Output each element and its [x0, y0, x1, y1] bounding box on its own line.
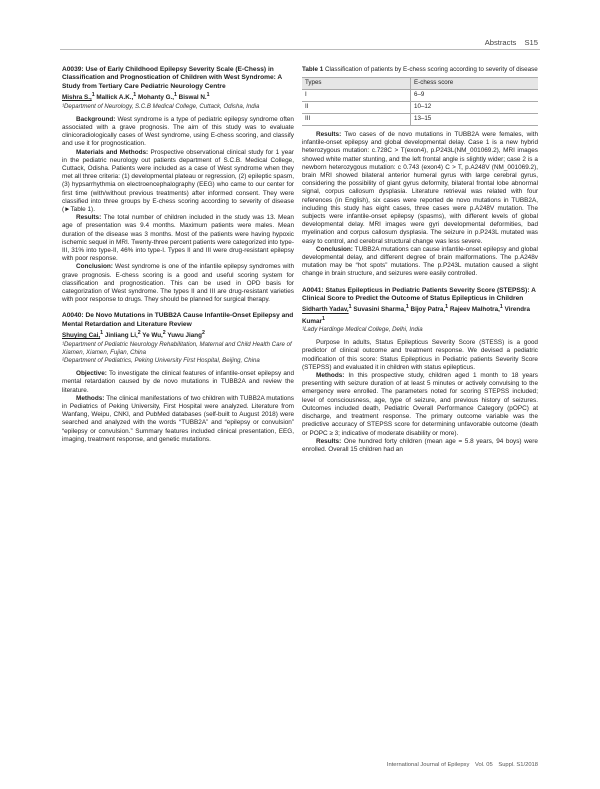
author-sup: 1 [100, 330, 104, 337]
abstract-a0039-title: A0039: Use of Early Childhood Epilepsy Severity Scale (E-Chess) in Classification and Prognostication of Children with West Syndrome: A Study from Tertiary Care Pediatric Neurology Centre [62, 66, 282, 90]
author-sup: 1 [321, 315, 325, 322]
running-header [485, 38, 538, 47]
section-label: Background: [76, 115, 116, 123]
abstract-a0041-authors [302, 303, 538, 326]
footer-journal: International Journal of Epilepsy [386, 762, 470, 768]
left-column [62, 66, 294, 444]
section-text: West syndrome is a type of pediatric epilepsy syndrome often associated with a grave prognosis. The aim of this study was to evaluate clinicoradiologically cases of West syndrome, using E-chess scoring, and classify and use it for prognostication. [62, 115, 294, 148]
author-sup: 1 [206, 92, 210, 99]
running-footer [383, 762, 538, 768]
a0039-methods [62, 149, 294, 215]
table-header-cell: E-chess score [411, 78, 538, 90]
a0040-results [302, 131, 538, 246]
table-caption [302, 66, 538, 74]
abstract-a0039-affiliation: ¹Department of Neurology, S.C.B Medical College, Cuttack, Odisha, India [62, 102, 260, 110]
table-caption-text: Classification of patients by E-chess scoring according to severity of disease [324, 66, 538, 73]
table-caption-label: Table 1 [302, 66, 324, 73]
author-sup: 2 [162, 330, 166, 337]
footer-supplement: Suppl. S1/2018 [498, 762, 538, 768]
author-name: Virendra Kumar [302, 306, 530, 325]
author-sup: 1 [91, 92, 95, 99]
section-label: Conclusion: [316, 245, 353, 253]
a0041-purpose: Purpose In adults, Status Epilepticus Severity Score (STESS) is a good predictor of clinical outcome and treatment response. We devised a pediatric modification of this score: Status Epilepticus in Pediatric patients Severity Score (STEPSS) and evaluated it in children with status epilepticus. [302, 339, 538, 371]
header-section: Abstracts [484, 38, 517, 47]
section-label: Results: [316, 437, 342, 445]
classification-table [302, 77, 538, 126]
author-sup: 1 [405, 304, 409, 311]
table-header-row [302, 78, 538, 90]
author-name: Jinliang Li, [104, 332, 138, 340]
section-text: In this prospective study, children aged 1 month to 18 years presenting with seizure duration of at least 5 minutes or actively convulsing to the emergency were enrolled. The parameters noted for scoring STEPSS included; level of consciousness, age, type of seizure, and previous history of seizures. Outcomes included death, Pediatric Overall Performance Category (pOPC) at discharge, and treatment response. The primary outcome variable was the predictive accuracy of STEPSS score for determining unfavorable outcome (death or POPC ≥ 3; indicative of moderate disability or more). [302, 372, 538, 437]
author-sup: 2 [137, 330, 141, 337]
section-text: To investigate the clinical features of infantile-onset epilepsy and mental retardation caused by de novo mutations in TUBB2A and review the literature. [62, 370, 294, 394]
section-label: Methods: [316, 372, 345, 380]
author-name: Mallick A.K., [96, 94, 134, 102]
abstract-a0040-affiliation-2: ²Department of Pediatrics, Peking University First Hospital, Beijing, China [62, 356, 260, 364]
table-cell: 13–15 [411, 114, 538, 126]
author-name: Rajeev Malhotra, [449, 306, 500, 314]
footer-volume: Vol. 05 [474, 762, 493, 768]
table-row [302, 102, 538, 114]
table-cell: III [302, 114, 411, 126]
author-name: Suvasini Sharma, [353, 306, 406, 314]
a0040-objective [62, 370, 294, 395]
section-text: The total number of children included in the study was 13. Mean age of presentation was 9.4 months. Maximum patients were males. Mean duration of the disease was 3 months. Most of the patients were having hypoxic ischemic sequel in MRI. Twenty-three percent patients were categorized into type-III, 31% into type-II, 46% into type-I. Types II and III were drug-resistant epilepsy with poor response. [62, 214, 294, 263]
header-page-number: S15 [524, 38, 538, 47]
table-row [302, 90, 538, 102]
author-name: Ye Wu, [142, 332, 163, 340]
abstract-a0040-title: A0040: De Novo Mutations in TUBB2A Cause Infantile-Onset Epilepsy and Mental Retardation and Literature Review [62, 312, 294, 328]
table-cell: I [302, 90, 411, 102]
section-text: Two cases of de novo mutations in TUBB2A were females, with infantile-onset epilepsy and global developmental delay. Case 1 is a new hybrid heterozygous mutation: c.728C > T(exon4), p.P243L(NM_001069.2), MRI images showed white matter stunting, and the left frontal angle is slightly wider; case 2 is a newborn heterozygous mutation: c 0.743 (exon4) C > T, p.A248V (NM_001069.2), brain MRI showed bilateral anterior humeral gyrus with large cerebral gyrus, considering the possibility of giant gyrus deformity, bilateral frontal lobe abnormal signal, corpus callosum dysplasia. Literature retrieval was related with four references (in English), six cases were reported de novo mutations in TUBB2A, including this study has eight cases, three cases were p.A248V mutation. The subjects were infantile-onset epilepsy (spasms), with different levels of global developmental delay. MRI images were gyri developmental deformities, bad myelination and corpus callosum dysplasia. The seizure in p.P243L mutated was easy to control, and cerebral structural change was less severe. [302, 131, 538, 245]
a0041-methods [302, 372, 538, 438]
abstract-a0039-authors [62, 91, 294, 102]
author-name: Mishra S., [62, 94, 92, 102]
author-sup: 1 [499, 304, 503, 311]
table-cell: 10–12 [411, 102, 538, 114]
a0039-results [62, 214, 294, 263]
abstract-a0040-affiliation-1: ¹Department of Pediatric Neurology Rehabilitation, Maternal and Child Health Care of Xiamen, Xiamen, Fujian, China [62, 340, 292, 356]
a0039-background [62, 116, 294, 149]
section-label: Results: [316, 131, 342, 138]
author-sup: 1 [174, 92, 177, 99]
table-cell: 6–9 [411, 90, 538, 102]
a0041-results [302, 438, 538, 454]
abstract-a0040-authors [62, 329, 294, 340]
a0039-conclusion [62, 263, 294, 304]
author-name: Yuwu Jiang [167, 332, 202, 340]
section-label: Conclusion: [76, 263, 113, 271]
table-row [302, 114, 538, 126]
abstract-a0041-title: A0041: Status Epilepticus in Pediatric Patients Severity Score (STEPSS): A Clinical Score to Predict the Outcome of Status Epilepticus in Children [302, 286, 536, 303]
author-sup: 2 [202, 330, 205, 337]
header-rule [60, 49, 540, 50]
author-name: Shuying Cai, [62, 332, 101, 340]
section-text: West syndrome is one of the infantile epilepsy syndromes with grave prognosis. E-chess scoring is a good and useful scoring system for classification and prognostication. This can be used in OPD basis for categorization of West syndrome. The types II and III are drug-resistant varieties with poor response to drugs. They should be planned for surgical therapy. [62, 263, 294, 304]
author-sup: 1 [133, 92, 137, 99]
section-text: The clinical manifestations of two children with TUBB2A mutations in Pediatrics of Peking University, First Hospital were analyzed. Literature from Wanfang, Weipu, CNKI, and PubMed databases (self-built to August 2018) were searched and analyzed with the words “TUBB2A” and “epilepsy or convulsion” “epilepsy or convulsion.” Summary features included clinical presentation, EEG, imaging, treatment response, and genetic mutations. [62, 394, 294, 443]
author-name: Bijoy Patra, [410, 306, 446, 314]
abstract-a0041-affiliation: ¹Lady Hardinge Medical College, Delhi, India [302, 326, 423, 334]
author-name: Sidharth Yadav, [302, 306, 349, 314]
table-header-cell: Types [302, 78, 411, 90]
section-label: Objective: [76, 370, 107, 378]
section-text: TUBB2A mutations can cause infantile-onset epilepsy and global developmental delay, and different degree of brain malformations. The p.A248v mutation may be “hot spots” mutations. The p.P243L mutation caused a slight change in brain structure, and seizures were easily controlled. [302, 245, 538, 278]
author-sup: 1 [445, 304, 449, 311]
a0040-methods [62, 395, 294, 444]
right-column [302, 66, 538, 454]
author-sup: 1 [348, 304, 352, 311]
author-name: Mohanty G., [137, 94, 174, 102]
table-cell: II [302, 102, 411, 114]
a0040-conclusion [302, 246, 538, 279]
section-text: One hundred forty children (mean age = 5.8 years, 94 boys) were enrolled. Overall 15 children had an [302, 437, 538, 453]
section-label: Materials and Methods: [76, 148, 149, 156]
section-label: Methods: [76, 394, 105, 402]
author-name: Biswal N. [178, 94, 207, 102]
section-text: Prospective observational clinical study for 1 year in the pediatric neurology out patients department of S.C.B. Medical College, Cuttack, Odisha. Patients were included as a case of West syndrome when they met all three criteria: (1) developmental plateau or regression, (2) epileptic spasm, (3) hypsarrhythmia on electroencephalography (EEG) who came to our center for first time (with/without previous treatments) after informed consent. They were classified into three groups by E-chess scoring according to severity of disease (►Table 1). [62, 148, 294, 213]
section-label: Results: [76, 214, 102, 222]
